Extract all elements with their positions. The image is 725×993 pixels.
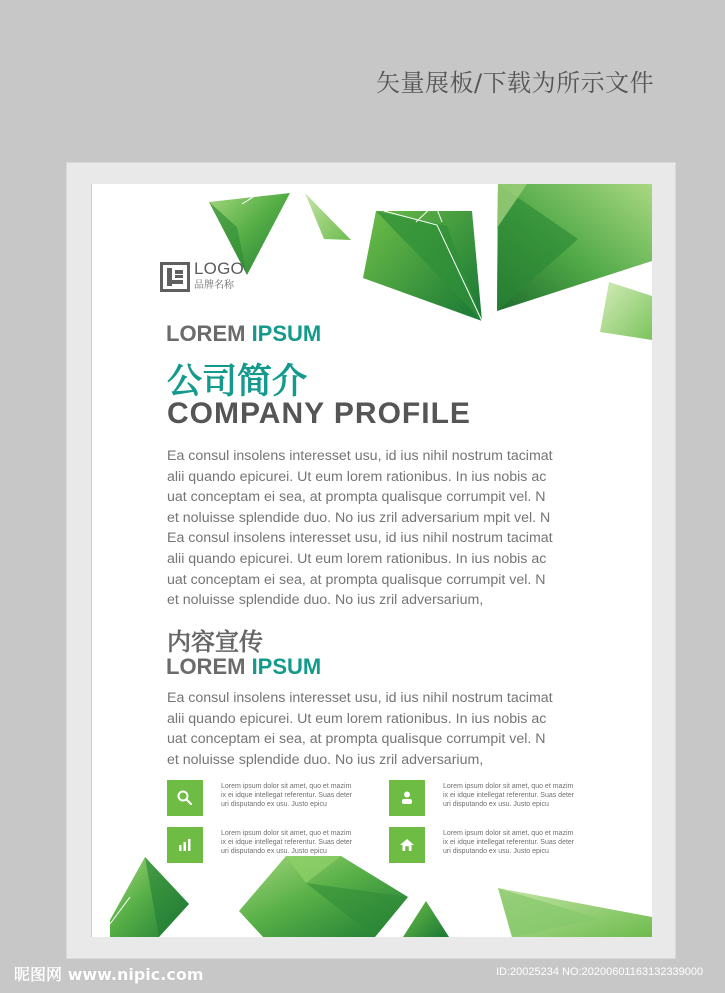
intro-paragraph xyxy=(167,446,577,611)
feature-line: Lorem ipsum dolor sit amet, quo et mazim xyxy=(443,783,574,790)
small-light-prism xyxy=(305,193,351,240)
promo-title xyxy=(166,654,321,680)
intro-line: et noluisse splendide duo. No ius zril adversarium mpit vel. N xyxy=(167,509,551,526)
feature-line: uri disputando ex usu. Justo epicu xyxy=(443,848,549,855)
feature-line: Lorem ipsum dolor sit amet, quo et mazim xyxy=(221,783,352,790)
feature-home xyxy=(389,827,609,867)
feature-line: ix ei idque intellegat referentur. Suas deter xyxy=(221,839,353,846)
footer-left: 昵图网 www.nipic.com xyxy=(14,965,204,984)
company-profile-title: COMPANY PROFILE xyxy=(167,397,471,430)
feature-line: ix ei idque intellegat referentur. Suas deter xyxy=(443,839,575,846)
intro-line: Ea consul insolens interesset usu, id ius nihil nostrum tacimat xyxy=(167,530,553,547)
logo-subtitle: 品牌名称 xyxy=(194,280,234,291)
poster xyxy=(92,184,652,937)
intro-line: uat conceptam ei sea, at prompta qualisque corrumpit vel. N xyxy=(167,489,546,506)
intro-title-accent: IPSUM xyxy=(251,321,322,346)
promo-line: Ea consul insolens interesset usu, id ius nihil nostrum tacimat xyxy=(167,690,553,706)
feature-line: Lorem ipsum dolor sit amet, quo et mazim xyxy=(443,830,574,837)
intro-line: alii quando epicurei. Ut eum lorem rationibus. In ius nobis ac xyxy=(167,550,547,567)
feature-line: Lorem ipsum dolor sit amet, quo et mazim xyxy=(221,830,352,837)
intro-line: alii quando epicurei. Ut eum lorem rationibus. In ius nobis ac xyxy=(167,468,547,485)
feature-text xyxy=(443,782,603,809)
home-icon xyxy=(389,827,425,863)
intro-line: Ea consul insolens interesset usu, id ius nihil nostrum tacimat xyxy=(167,448,553,464)
right-edge-gem xyxy=(600,282,652,340)
promo-line: alii quando epicurei. Ut eum lorem rationibus. In ius nobis ac xyxy=(167,710,547,727)
bar-chart-icon xyxy=(167,827,203,863)
intro-line: et noluisse splendide duo. No ius zril adversarium, xyxy=(167,592,484,609)
intro-line: uat conceptam ei sea, at prompta qualisque corrumpit vel. N xyxy=(167,571,546,588)
feature-text xyxy=(221,829,381,856)
user-icon xyxy=(389,780,425,816)
small-bottom-pyramid xyxy=(403,901,449,937)
feature-line: uri disputando ex usu. Justo epicu xyxy=(221,801,327,808)
promo-cn-title: 内容宣传 xyxy=(167,628,263,656)
logo-text: LOGO xyxy=(194,259,244,278)
intro-title-prefix: LOREM xyxy=(166,321,252,346)
logo-area xyxy=(160,259,260,296)
feature-text xyxy=(221,782,381,809)
intro-title xyxy=(166,321,321,347)
intro-cn-title: 公司简介 xyxy=(167,362,308,402)
promo-title-accent: IPSUM xyxy=(251,654,322,679)
footer-right: ID:20025234 NO:20200601163132339000 xyxy=(496,966,704,978)
feature-text xyxy=(443,829,603,856)
download-note: 矢量展板/下载为所示文件 xyxy=(376,69,655,97)
search-icon xyxy=(167,780,203,816)
promo-paragraph xyxy=(167,688,577,770)
feature-line: uri disputando ex usu. Justo epicu xyxy=(221,848,327,855)
promo-line: et noluisse splendide duo. No ius zril adversarium, xyxy=(167,751,484,768)
promo-line: uat conceptam ei sea, at prompta qualisque corrumpit vel. N xyxy=(167,731,546,748)
feature-chart xyxy=(167,827,387,867)
feature-line: ix ei idque intellegat referentur. Suas deter xyxy=(221,792,353,799)
feature-line: ix ei idque intellegat referentur. Suas deter xyxy=(443,792,575,799)
logo-mark-icon xyxy=(160,262,190,292)
feature-line: uri disputando ex usu. Justo epicu xyxy=(443,801,549,808)
promo-title-prefix: LOREM xyxy=(166,654,252,679)
feature-user xyxy=(389,780,609,820)
feature-search xyxy=(167,780,387,820)
